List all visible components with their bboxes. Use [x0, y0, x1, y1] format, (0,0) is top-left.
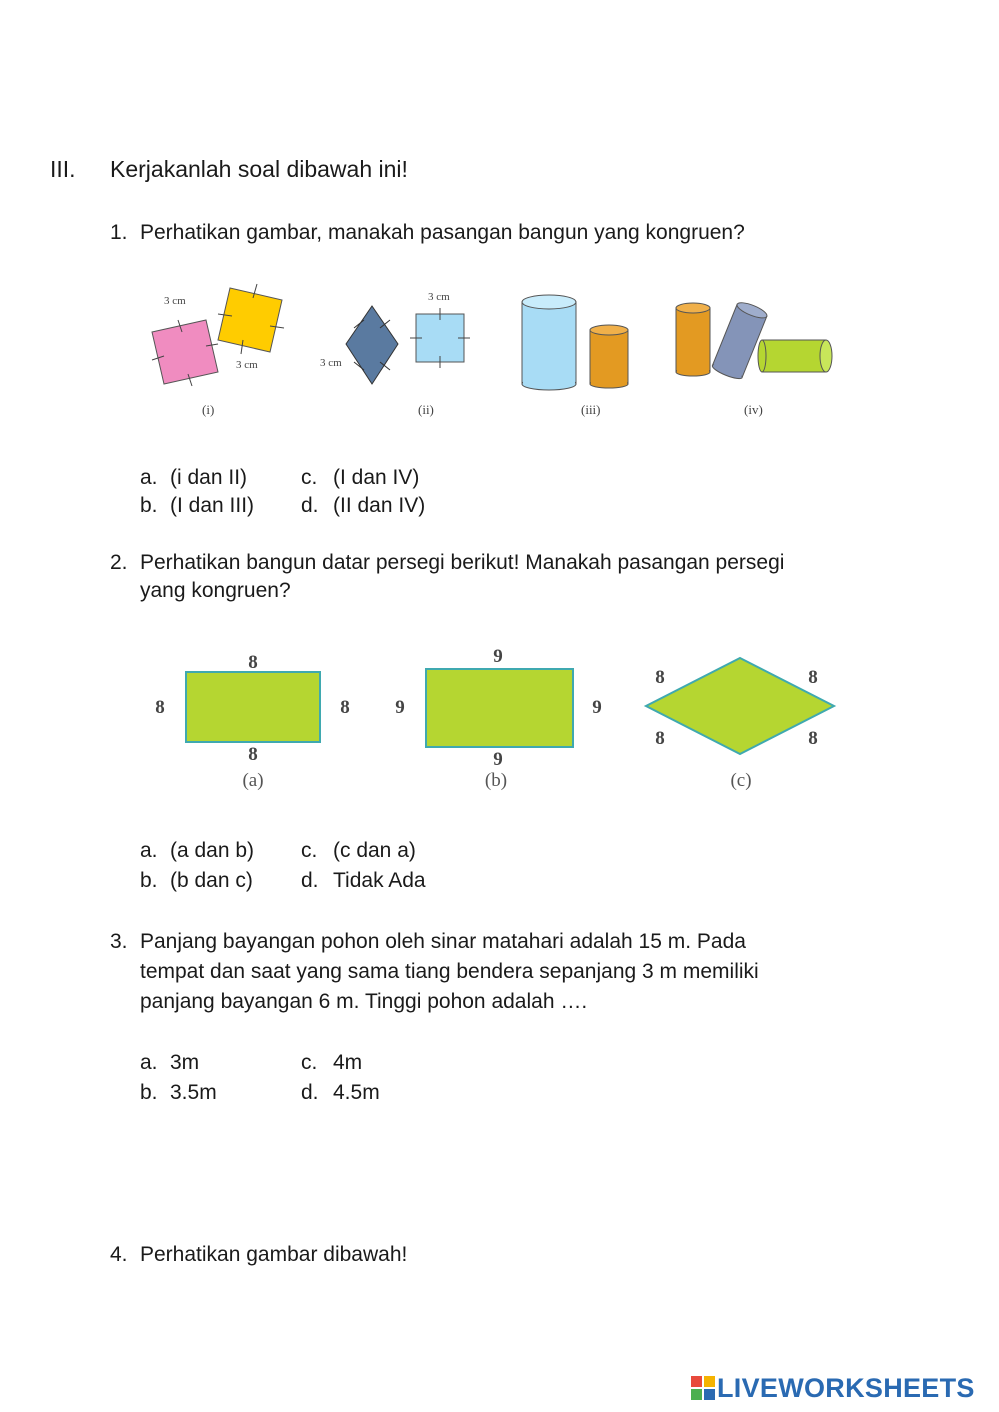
c-top-right-label: 8 [808, 667, 818, 688]
q2-option-a-letter: a. [140, 839, 158, 862]
rectangle-a [186, 672, 320, 742]
question-2-figure [140, 640, 850, 800]
b-right-label: 9 [592, 697, 602, 718]
label-3cm-b: 3 cm [236, 359, 258, 371]
q2-option-c-letter: c. [301, 839, 318, 862]
q2-option-d[interactable]: Tidak Ada [333, 869, 426, 892]
question-4-number: 4. [110, 1243, 128, 1266]
rectangle-b [426, 669, 573, 747]
q1-option-a-letter: a. [140, 466, 158, 489]
section-number: III. [50, 156, 76, 182]
q3-option-a-letter: a. [140, 1051, 158, 1074]
question-2-text-line1: Perhatikan bangun datar persegi berikut! Manakah pasangan persegi [140, 551, 785, 574]
caption-c: (c) [730, 770, 752, 791]
q2-option-a[interactable]: (a dan b) [170, 839, 255, 862]
caption-ii: (ii) [418, 402, 434, 417]
light-blue-square [410, 308, 470, 368]
liveworksheets-logo [691, 1372, 975, 1404]
b-top-label: 9 [493, 646, 503, 667]
lime-lying-cylinder [758, 340, 832, 372]
q2-option-c[interactable]: (c dan a) [333, 839, 416, 862]
question-1-figure [140, 280, 840, 425]
label-3cm-c: 3 cm [320, 357, 342, 369]
question-2-number: 2. [110, 551, 128, 574]
q2-option-b[interactable]: (b dan c) [170, 869, 253, 892]
question-3-line2: tempat dan saat yang sama tiang bendera sepanjang 3 m memiliki [140, 960, 759, 983]
a-left-label: 8 [155, 697, 165, 718]
caption-iv: (iv) [744, 402, 763, 417]
pink-square [152, 320, 218, 386]
label-3cm-d: 3 cm [428, 291, 450, 303]
caption-b: (b) [484, 770, 508, 791]
q1-option-b[interactable]: (I dan III) [170, 494, 255, 517]
q3-option-c-letter: c. [301, 1051, 318, 1074]
question-1-text: Perhatikan gambar, manakah pasangan bangun yang kongruen? [140, 221, 745, 244]
q3-option-b-letter: b. [140, 1081, 158, 1104]
caption-i: (i) [202, 402, 215, 417]
yellow-square [218, 284, 284, 354]
a-right-label: 8 [340, 697, 350, 718]
q1-option-d[interactable]: (II dan IV) [333, 494, 426, 517]
q3-option-d[interactable]: 4.5m [333, 1081, 380, 1104]
orange-cylinder [676, 303, 710, 376]
q3-option-b[interactable]: 3.5m [170, 1081, 217, 1104]
q1-option-d-letter: d. [301, 494, 319, 517]
question-3-line3: panjang bayangan 6 m. Tinggi pohon adalah …. [140, 990, 588, 1013]
label-3cm-a: 3 cm [164, 295, 186, 307]
q1-option-a[interactable]: (i dan II) [170, 466, 248, 489]
b-left-label: 9 [395, 697, 405, 718]
question-2-text-line2: yang kongruen? [140, 579, 291, 602]
liveworksheets-wordmark: LIVEWORKSHEETS [717, 1372, 975, 1403]
q1-option-c-letter: c. [301, 466, 318, 489]
q3-option-a[interactable]: 3m [170, 1051, 200, 1074]
q3-option-c[interactable]: 4m [333, 1051, 363, 1074]
caption-a: (a) [242, 770, 264, 791]
question-3-line1: Panjang bayangan pohon oleh sinar matahari adalah 15 m. Pada [140, 930, 746, 953]
q1-option-c[interactable]: (I dan IV) [333, 466, 420, 489]
orange-cylinder-small [590, 325, 628, 388]
b-bottom-label: 9 [493, 749, 503, 770]
a-top-label: 8 [248, 652, 258, 673]
q3-option-d-letter: d. [301, 1081, 319, 1104]
q2-option-b-letter: b. [140, 869, 158, 892]
a-bottom-label: 8 [248, 744, 258, 765]
q2-option-d-letter: d. [301, 869, 319, 892]
c-bottom-left-label: 8 [655, 728, 665, 749]
c-top-left-label: 8 [655, 667, 665, 688]
question-4-text: Perhatikan gambar dibawah! [140, 1243, 408, 1266]
q1-option-b-letter: b. [140, 494, 158, 517]
question-3-number: 3. [110, 930, 128, 953]
tall-blue-cylinder [522, 295, 576, 390]
question-1-number: 1. [110, 221, 128, 244]
section-title: Kerjakanlah soal dibawah ini! [110, 156, 408, 182]
c-bottom-right-label: 8 [808, 728, 818, 749]
liveworksheets-logo-icon [691, 1376, 715, 1400]
rhombus-c [646, 658, 834, 754]
navy-diamond [346, 306, 398, 384]
caption-iii: (iii) [581, 402, 601, 417]
